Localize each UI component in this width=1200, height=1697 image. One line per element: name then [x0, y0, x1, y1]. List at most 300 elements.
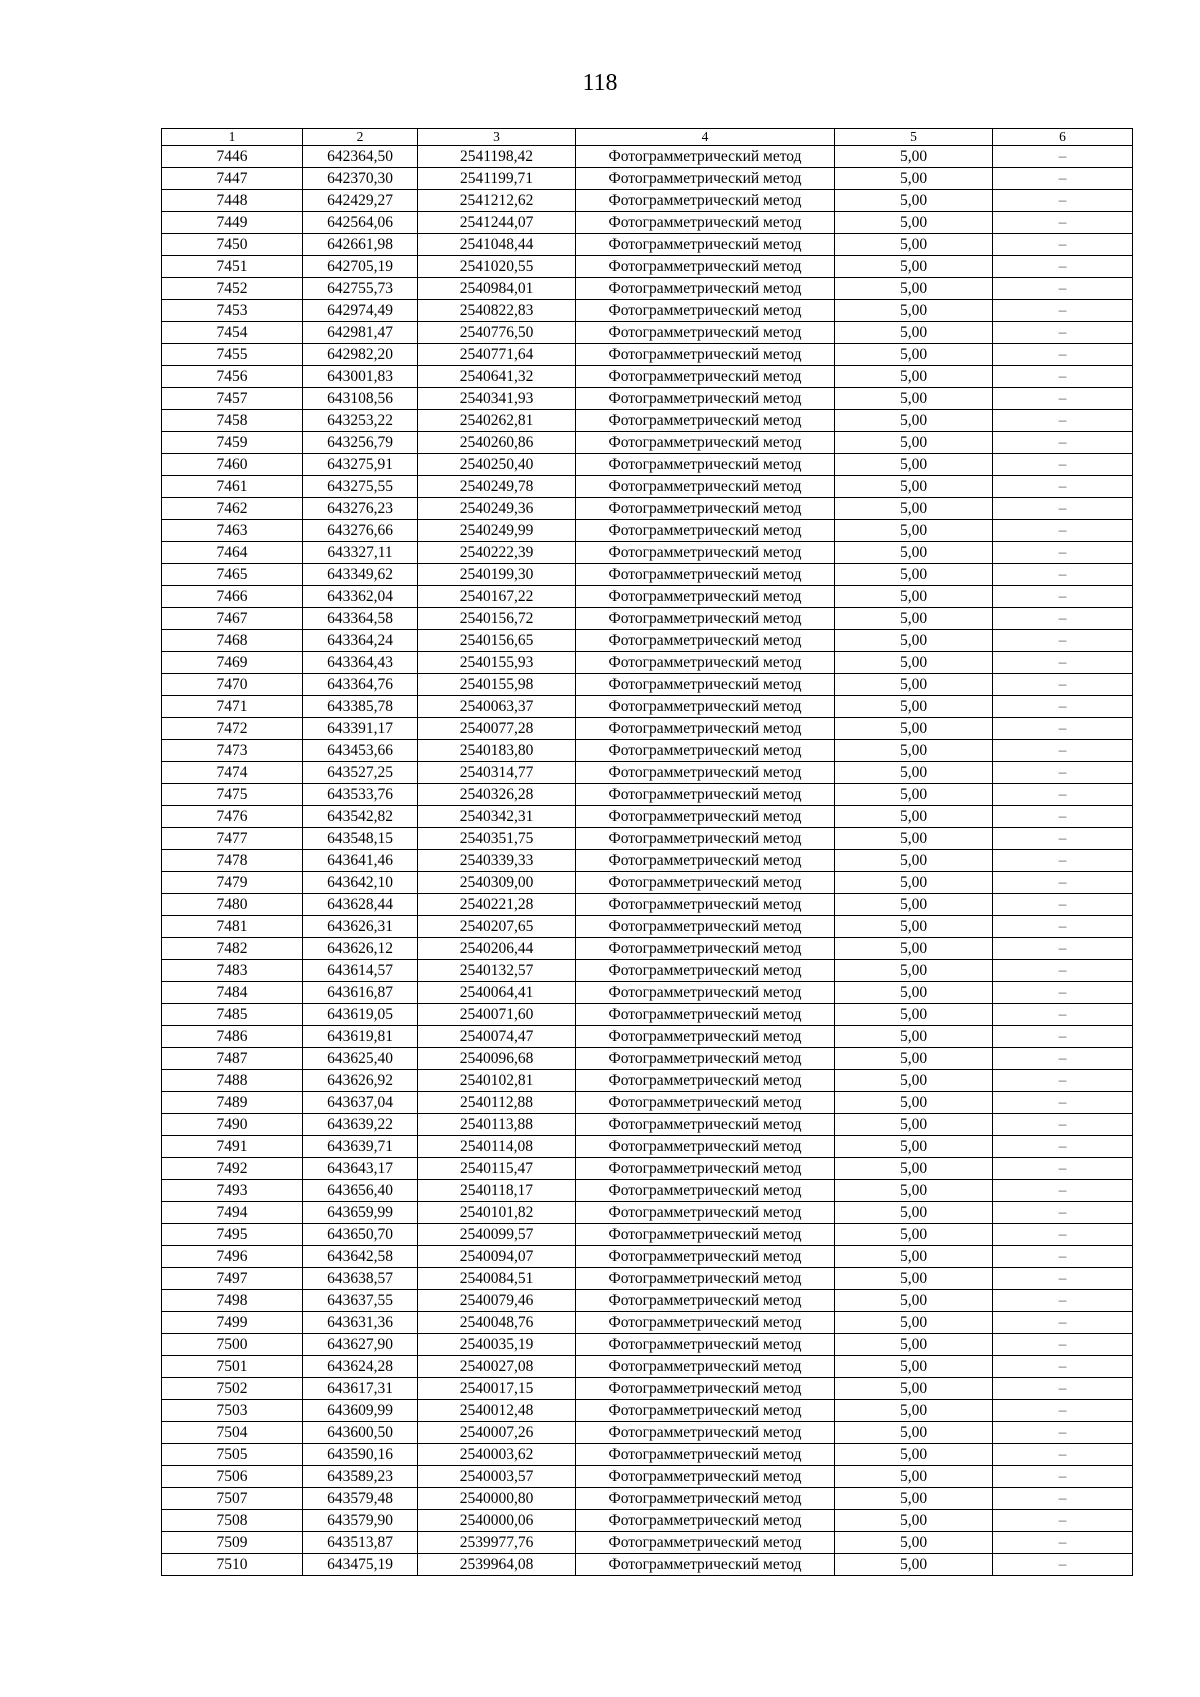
x-coordinate-cell: 643256,79	[303, 432, 418, 454]
description-cell: –	[993, 234, 1133, 256]
y-coordinate-cell: 2540771,64	[418, 344, 576, 366]
y-coordinate-cell: 2540035,19	[418, 1334, 576, 1356]
header-col-5: 5	[835, 129, 993, 146]
table-header-row	[162, 129, 1133, 146]
y-coordinate-cell: 2541020,55	[418, 256, 576, 278]
y-coordinate-cell: 2540099,57	[418, 1224, 576, 1246]
description-cell: –	[993, 1224, 1133, 1246]
table-row	[162, 1224, 1133, 1246]
x-coordinate-cell: 643614,57	[303, 960, 418, 982]
description-cell: –	[993, 1268, 1133, 1290]
description-cell: –	[993, 696, 1133, 718]
y-coordinate-cell: 2540262,81	[418, 410, 576, 432]
y-coordinate-cell: 2540341,93	[418, 388, 576, 410]
description-cell: –	[993, 1246, 1133, 1268]
point-number-cell: 7505	[162, 1444, 303, 1466]
x-coordinate-cell: 643637,55	[303, 1290, 418, 1312]
table-row	[162, 1312, 1133, 1334]
table-row	[162, 366, 1133, 388]
method-cell: Фотограмметрический метод	[576, 828, 835, 850]
description-cell: –	[993, 564, 1133, 586]
description-cell: –	[993, 1312, 1133, 1334]
x-coordinate-cell: 642755,73	[303, 278, 418, 300]
y-coordinate-cell: 2540012,48	[418, 1400, 576, 1422]
y-coordinate-cell: 2541198,42	[418, 146, 576, 168]
table-row	[162, 212, 1133, 234]
point-number-cell: 7485	[162, 1004, 303, 1026]
table-row	[162, 1004, 1133, 1026]
method-cell: Фотограмметрический метод	[576, 1070, 835, 1092]
table-row	[162, 432, 1133, 454]
description-cell: –	[993, 1114, 1133, 1136]
accuracy-cell: 5,00	[835, 1510, 993, 1532]
x-coordinate-cell: 643364,43	[303, 652, 418, 674]
method-cell: Фотограмметрический метод	[576, 564, 835, 586]
description-cell: –	[993, 1532, 1133, 1554]
point-number-cell: 7473	[162, 740, 303, 762]
method-cell: Фотограмметрический метод	[576, 718, 835, 740]
x-coordinate-cell: 643276,66	[303, 520, 418, 542]
accuracy-cell: 5,00	[835, 850, 993, 872]
table-row	[162, 476, 1133, 498]
y-coordinate-cell: 2540984,01	[418, 278, 576, 300]
point-number-cell: 7491	[162, 1136, 303, 1158]
table-row	[162, 1246, 1133, 1268]
method-cell: Фотограмметрический метод	[576, 1114, 835, 1136]
x-coordinate-cell: 643642,58	[303, 1246, 418, 1268]
accuracy-cell: 5,00	[835, 982, 993, 1004]
description-cell: –	[993, 586, 1133, 608]
table-row	[162, 938, 1133, 960]
point-number-cell: 7476	[162, 806, 303, 828]
x-coordinate-cell: 643391,17	[303, 718, 418, 740]
method-cell: Фотограмметрический метод	[576, 542, 835, 564]
accuracy-cell: 5,00	[835, 1378, 993, 1400]
point-number-cell: 7459	[162, 432, 303, 454]
header-col-2: 2	[303, 129, 418, 146]
method-cell: Фотограмметрический метод	[576, 784, 835, 806]
x-coordinate-cell: 643589,23	[303, 1466, 418, 1488]
description-cell: –	[993, 1466, 1133, 1488]
y-coordinate-cell: 2540249,99	[418, 520, 576, 542]
method-cell: Фотограмметрический метод	[576, 520, 835, 542]
accuracy-cell: 5,00	[835, 608, 993, 630]
accuracy-cell: 5,00	[835, 410, 993, 432]
x-coordinate-cell: 643542,82	[303, 806, 418, 828]
y-coordinate-cell: 2540063,37	[418, 696, 576, 718]
point-number-cell: 7507	[162, 1488, 303, 1510]
x-coordinate-cell: 643638,57	[303, 1268, 418, 1290]
y-coordinate-cell: 2541244,07	[418, 212, 576, 234]
point-number-cell: 7469	[162, 652, 303, 674]
y-coordinate-cell: 2540000,80	[418, 1488, 576, 1510]
y-coordinate-cell: 2540156,65	[418, 630, 576, 652]
point-number-cell: 7508	[162, 1510, 303, 1532]
method-cell: Фотограмметрический метод	[576, 916, 835, 938]
method-cell: Фотограмметрический метод	[576, 938, 835, 960]
table-row	[162, 1092, 1133, 1114]
description-cell: –	[993, 432, 1133, 454]
x-coordinate-cell: 643513,87	[303, 1532, 418, 1554]
y-coordinate-cell: 2540003,57	[418, 1466, 576, 1488]
x-coordinate-cell: 643626,31	[303, 916, 418, 938]
y-coordinate-cell: 2541212,62	[418, 190, 576, 212]
x-coordinate-cell: 643616,87	[303, 982, 418, 1004]
description-cell: –	[993, 388, 1133, 410]
description-cell: –	[993, 322, 1133, 344]
method-cell: Фотограмметрический метод	[576, 960, 835, 982]
x-coordinate-cell: 642974,49	[303, 300, 418, 322]
point-number-cell: 7510	[162, 1554, 303, 1576]
accuracy-cell: 5,00	[835, 1048, 993, 1070]
x-coordinate-cell: 643617,31	[303, 1378, 418, 1400]
accuracy-cell: 5,00	[835, 696, 993, 718]
point-number-cell: 7504	[162, 1422, 303, 1444]
header-col-6: 6	[993, 129, 1133, 146]
table-row	[162, 1114, 1133, 1136]
description-cell: –	[993, 498, 1133, 520]
point-number-cell: 7501	[162, 1356, 303, 1378]
y-coordinate-cell: 2540102,81	[418, 1070, 576, 1092]
method-cell: Фотограмметрический метод	[576, 806, 835, 828]
x-coordinate-cell: 642429,27	[303, 190, 418, 212]
y-coordinate-cell: 2540260,86	[418, 432, 576, 454]
point-number-cell: 7482	[162, 938, 303, 960]
accuracy-cell: 5,00	[835, 542, 993, 564]
point-number-cell: 7461	[162, 476, 303, 498]
point-number-cell: 7448	[162, 190, 303, 212]
y-coordinate-cell: 2540003,62	[418, 1444, 576, 1466]
point-number-cell: 7480	[162, 894, 303, 916]
point-number-cell: 7457	[162, 388, 303, 410]
x-coordinate-cell: 643001,83	[303, 366, 418, 388]
table-row	[162, 1400, 1133, 1422]
table-row	[162, 564, 1133, 586]
table-row	[162, 410, 1133, 432]
accuracy-cell: 5,00	[835, 1334, 993, 1356]
description-cell: –	[993, 784, 1133, 806]
method-cell: Фотограмметрический метод	[576, 476, 835, 498]
description-cell: –	[993, 982, 1133, 1004]
point-number-cell: 7447	[162, 168, 303, 190]
method-cell: Фотограмметрический метод	[576, 1334, 835, 1356]
y-coordinate-cell: 2540077,28	[418, 718, 576, 740]
x-coordinate-cell: 643659,99	[303, 1202, 418, 1224]
point-number-cell: 7486	[162, 1026, 303, 1048]
y-coordinate-cell: 2541048,44	[418, 234, 576, 256]
table-row	[162, 1422, 1133, 1444]
method-cell: Фотограмметрический метод	[576, 608, 835, 630]
x-coordinate-cell: 643641,46	[303, 850, 418, 872]
method-cell: Фотограмметрический метод	[576, 1180, 835, 1202]
x-coordinate-cell: 643631,36	[303, 1312, 418, 1334]
table-row	[162, 190, 1133, 212]
method-cell: Фотограмметрический метод	[576, 740, 835, 762]
x-coordinate-cell: 643639,22	[303, 1114, 418, 1136]
description-cell: –	[993, 740, 1133, 762]
y-coordinate-cell: 2540206,44	[418, 938, 576, 960]
x-coordinate-cell: 643275,55	[303, 476, 418, 498]
x-coordinate-cell: 643637,04	[303, 1092, 418, 1114]
table-row	[162, 520, 1133, 542]
description-cell: –	[993, 1334, 1133, 1356]
accuracy-cell: 5,00	[835, 432, 993, 454]
method-cell: Фотограмметрический метод	[576, 1356, 835, 1378]
point-number-cell: 7479	[162, 872, 303, 894]
table-row	[162, 146, 1133, 168]
accuracy-cell: 5,00	[835, 828, 993, 850]
description-cell: –	[993, 718, 1133, 740]
table-row	[162, 806, 1133, 828]
y-coordinate-cell: 2541199,71	[418, 168, 576, 190]
point-number-cell: 7502	[162, 1378, 303, 1400]
y-coordinate-cell: 2540027,08	[418, 1356, 576, 1378]
table-row	[162, 762, 1133, 784]
accuracy-cell: 5,00	[835, 1312, 993, 1334]
y-coordinate-cell: 2540776,50	[418, 322, 576, 344]
y-coordinate-cell: 2540101,82	[418, 1202, 576, 1224]
accuracy-cell: 5,00	[835, 256, 993, 278]
description-cell: –	[993, 608, 1133, 630]
accuracy-cell: 5,00	[835, 806, 993, 828]
accuracy-cell: 5,00	[835, 652, 993, 674]
table-row	[162, 1026, 1133, 1048]
description-cell: –	[993, 1070, 1133, 1092]
point-number-cell: 7452	[162, 278, 303, 300]
description-cell: –	[993, 1026, 1133, 1048]
accuracy-cell: 5,00	[835, 1290, 993, 1312]
y-coordinate-cell: 2540199,30	[418, 564, 576, 586]
method-cell: Фотограмметрический метод	[576, 1048, 835, 1070]
x-coordinate-cell: 643642,10	[303, 872, 418, 894]
table-row	[162, 498, 1133, 520]
point-number-cell: 7446	[162, 146, 303, 168]
point-number-cell: 7495	[162, 1224, 303, 1246]
y-coordinate-cell: 2540071,60	[418, 1004, 576, 1026]
method-cell: Фотограмметрический метод	[576, 278, 835, 300]
accuracy-cell: 5,00	[835, 960, 993, 982]
point-number-cell: 7506	[162, 1466, 303, 1488]
method-cell: Фотограмметрический метод	[576, 674, 835, 696]
method-cell: Фотограмметрический метод	[576, 212, 835, 234]
method-cell: Фотограмметрический метод	[576, 498, 835, 520]
x-coordinate-cell: 643453,66	[303, 740, 418, 762]
y-coordinate-cell: 2540000,06	[418, 1510, 576, 1532]
accuracy-cell: 5,00	[835, 1422, 993, 1444]
accuracy-cell: 5,00	[835, 1532, 993, 1554]
point-number-cell: 7489	[162, 1092, 303, 1114]
accuracy-cell: 5,00	[835, 476, 993, 498]
accuracy-cell: 5,00	[835, 454, 993, 476]
table-row	[162, 630, 1133, 652]
point-number-cell: 7492	[162, 1158, 303, 1180]
y-coordinate-cell: 2540114,08	[418, 1136, 576, 1158]
accuracy-cell: 5,00	[835, 894, 993, 916]
x-coordinate-cell: 643624,28	[303, 1356, 418, 1378]
x-coordinate-cell: 643656,40	[303, 1180, 418, 1202]
table-row	[162, 1532, 1133, 1554]
point-number-cell: 7465	[162, 564, 303, 586]
accuracy-cell: 5,00	[835, 168, 993, 190]
y-coordinate-cell: 2540249,36	[418, 498, 576, 520]
point-number-cell: 7498	[162, 1290, 303, 1312]
method-cell: Фотограмметрический метод	[576, 696, 835, 718]
table-row	[162, 1136, 1133, 1158]
y-coordinate-cell: 2540326,28	[418, 784, 576, 806]
point-number-cell: 7483	[162, 960, 303, 982]
table-row	[162, 322, 1133, 344]
y-coordinate-cell: 2540641,32	[418, 366, 576, 388]
method-cell: Фотограмметрический метод	[576, 1224, 835, 1246]
point-number-cell: 7474	[162, 762, 303, 784]
point-number-cell: 7471	[162, 696, 303, 718]
description-cell: –	[993, 630, 1133, 652]
y-coordinate-cell: 2540132,57	[418, 960, 576, 982]
point-number-cell: 7490	[162, 1114, 303, 1136]
y-coordinate-cell: 2540249,78	[418, 476, 576, 498]
y-coordinate-cell: 2540339,33	[418, 850, 576, 872]
accuracy-cell: 5,00	[835, 1202, 993, 1224]
accuracy-cell: 5,00	[835, 520, 993, 542]
x-coordinate-cell: 643475,19	[303, 1554, 418, 1576]
accuracy-cell: 5,00	[835, 1400, 993, 1422]
table-row	[162, 850, 1133, 872]
x-coordinate-cell: 643639,71	[303, 1136, 418, 1158]
method-cell: Фотограмметрический метод	[576, 894, 835, 916]
x-coordinate-cell: 643626,92	[303, 1070, 418, 1092]
point-number-cell: 7496	[162, 1246, 303, 1268]
description-cell: –	[993, 300, 1133, 322]
method-cell: Фотограмметрический метод	[576, 1466, 835, 1488]
description-cell: –	[993, 850, 1133, 872]
table-row	[162, 586, 1133, 608]
accuracy-cell: 5,00	[835, 212, 993, 234]
method-cell: Фотограмметрический метод	[576, 1400, 835, 1422]
accuracy-cell: 5,00	[835, 300, 993, 322]
header-col-3: 3	[418, 129, 576, 146]
table-row	[162, 1202, 1133, 1224]
description-cell: –	[993, 1048, 1133, 1070]
table-row	[162, 168, 1133, 190]
point-number-cell: 7484	[162, 982, 303, 1004]
method-cell: Фотограмметрический метод	[576, 300, 835, 322]
description-cell: –	[993, 960, 1133, 982]
table-row	[162, 696, 1133, 718]
x-coordinate-cell: 643579,48	[303, 1488, 418, 1510]
table-row	[162, 828, 1133, 850]
point-number-cell: 7472	[162, 718, 303, 740]
accuracy-cell: 5,00	[835, 344, 993, 366]
description-cell: –	[993, 1180, 1133, 1202]
y-coordinate-cell: 2539964,08	[418, 1554, 576, 1576]
method-cell: Фотограмметрический метод	[576, 630, 835, 652]
accuracy-cell: 5,00	[835, 498, 993, 520]
point-number-cell: 7458	[162, 410, 303, 432]
y-coordinate-cell: 2539977,76	[418, 1532, 576, 1554]
table-row	[162, 388, 1133, 410]
x-coordinate-cell: 643327,11	[303, 542, 418, 564]
accuracy-cell: 5,00	[835, 718, 993, 740]
table-row	[162, 1488, 1133, 1510]
point-number-cell: 7470	[162, 674, 303, 696]
accuracy-cell: 5,00	[835, 1092, 993, 1114]
table-row	[162, 740, 1133, 762]
table-row	[162, 1048, 1133, 1070]
y-coordinate-cell: 2540096,68	[418, 1048, 576, 1070]
description-cell: –	[993, 894, 1133, 916]
point-number-cell: 7509	[162, 1532, 303, 1554]
point-number-cell: 7453	[162, 300, 303, 322]
description-cell: –	[993, 674, 1133, 696]
method-cell: Фотограмметрический метод	[576, 322, 835, 344]
y-coordinate-cell: 2540094,07	[418, 1246, 576, 1268]
description-cell: –	[993, 916, 1133, 938]
description-cell: –	[993, 1422, 1133, 1444]
description-cell: –	[993, 1510, 1133, 1532]
x-coordinate-cell: 642661,98	[303, 234, 418, 256]
x-coordinate-cell: 643590,16	[303, 1444, 418, 1466]
accuracy-cell: 5,00	[835, 278, 993, 300]
x-coordinate-cell: 643364,76	[303, 674, 418, 696]
description-cell: –	[993, 1158, 1133, 1180]
method-cell: Фотограмметрический метод	[576, 1554, 835, 1576]
point-number-cell: 7462	[162, 498, 303, 520]
x-coordinate-cell: 643579,90	[303, 1510, 418, 1532]
method-cell: Фотограмметрический метод	[576, 1488, 835, 1510]
accuracy-cell: 5,00	[835, 1070, 993, 1092]
method-cell: Фотограмметрический метод	[576, 454, 835, 476]
accuracy-cell: 5,00	[835, 762, 993, 784]
x-coordinate-cell: 643362,04	[303, 586, 418, 608]
table-row	[162, 674, 1133, 696]
table-row	[162, 542, 1133, 564]
accuracy-cell: 5,00	[835, 1136, 993, 1158]
accuracy-cell: 5,00	[835, 146, 993, 168]
y-coordinate-cell: 2540822,83	[418, 300, 576, 322]
y-coordinate-cell: 2540250,40	[418, 454, 576, 476]
description-cell: –	[993, 278, 1133, 300]
x-coordinate-cell: 643349,62	[303, 564, 418, 586]
description-cell: –	[993, 1400, 1133, 1422]
description-cell: –	[993, 520, 1133, 542]
method-cell: Фотограмметрический метод	[576, 1290, 835, 1312]
x-coordinate-cell: 643619,81	[303, 1026, 418, 1048]
method-cell: Фотограмметрический метод	[576, 1378, 835, 1400]
table-row	[162, 1290, 1133, 1312]
method-cell: Фотограмметрический метод	[576, 1004, 835, 1026]
description-cell: –	[993, 256, 1133, 278]
x-coordinate-cell: 643627,90	[303, 1334, 418, 1356]
description-cell: –	[993, 828, 1133, 850]
x-coordinate-cell: 643108,56	[303, 388, 418, 410]
x-coordinate-cell: 643650,70	[303, 1224, 418, 1246]
y-coordinate-cell: 2540167,22	[418, 586, 576, 608]
accuracy-cell: 5,00	[835, 1554, 993, 1576]
point-number-cell: 7499	[162, 1312, 303, 1334]
method-cell: Фотограмметрический метод	[576, 1532, 835, 1554]
y-coordinate-cell: 2540007,26	[418, 1422, 576, 1444]
point-number-cell: 7450	[162, 234, 303, 256]
y-coordinate-cell: 2540112,88	[418, 1092, 576, 1114]
point-number-cell: 7481	[162, 916, 303, 938]
x-coordinate-cell: 643609,99	[303, 1400, 418, 1422]
y-coordinate-cell: 2540342,31	[418, 806, 576, 828]
y-coordinate-cell: 2540309,00	[418, 872, 576, 894]
method-cell: Фотограмметрический метод	[576, 762, 835, 784]
table-row	[162, 1180, 1133, 1202]
method-cell: Фотограмметрический метод	[576, 366, 835, 388]
method-cell: Фотограмметрический метод	[576, 1158, 835, 1180]
